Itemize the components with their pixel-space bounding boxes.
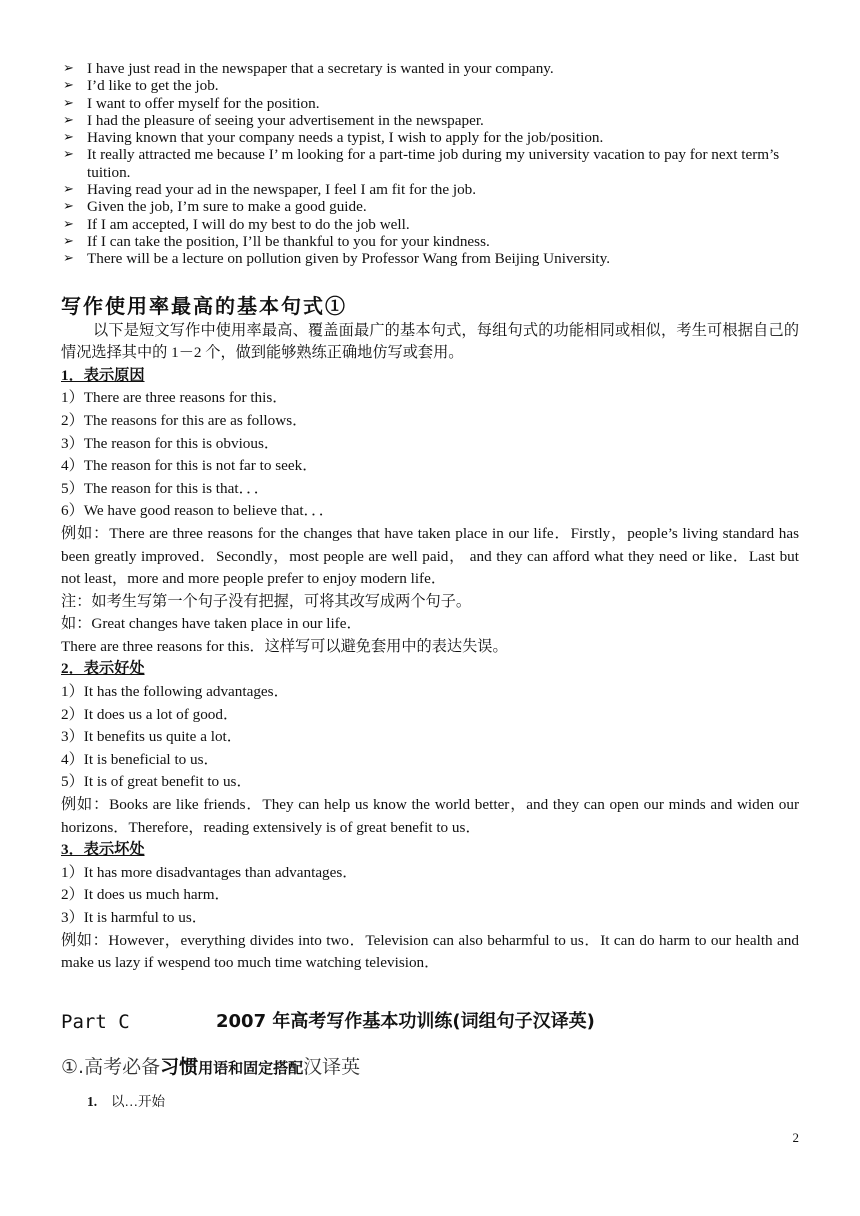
arrow-bullet-icon: ➢ (63, 78, 74, 94)
document-page (61, 60, 799, 1112)
bullet-item: ➢ It really attracted me because I’ m looking for a part-time job during my university vacation to pay for next term’s tuition. (63, 146, 780, 181)
note-example: 如：Great changes have taken place in our life． (61, 615, 362, 633)
part-c-label: Part C (61, 1010, 130, 1033)
section-title-advantages: 2．表示好处 (61, 660, 145, 678)
sentence-pattern: 2）It does us much harm． (61, 886, 230, 904)
example-paragraph: 例如：There are three reasons for the changes that have taken place in our life．Firstly，people’s living standard has been greatly improved．Secondly，most people are well paid， and they can afford what they need or like．Last but not least，more and more people prefer to enjoy modern life． (61, 524, 799, 588)
bullet-item: ➢ If I am accepted, I will do my best to do the job well. (63, 215, 410, 233)
bullet-item: ➢ Given the job, I’m sure to make a good guide. (63, 198, 367, 216)
circled-number-icon: ① (61, 1055, 79, 1078)
sentence-pattern: 1）There are three reasons for this． (61, 389, 288, 407)
note-text: 注：如考生写第一个句子没有把握，可将其改写成两个句子。 (61, 592, 472, 610)
example-paragraph: 例如：Books are like friends．They can help us know the world better，and they can open our minds and widen our horizons．Therefore，reading extensively is of great benefit to us． (61, 796, 799, 836)
bullet-item: ➢ I want to offer myself for the position. (63, 94, 320, 112)
section-title-reasons: 1．表示原因 (61, 366, 145, 384)
intro-paragraph: 以下是短文写作中使用率最高、覆盖面最广的基本句式，每组句式的功能相同或相似，考生可根据自己的情况选择其中的 1－2 个，做到能够熟练正确地仿写或套用。 (61, 321, 799, 362)
arrow-bullet-icon: ➢ (63, 130, 74, 146)
section-heading: 写作使用率最高的基本句式① (61, 293, 347, 318)
arrow-bullet-icon: ➢ (63, 61, 74, 76)
note-example: There are three reasons for this．这样写可以避免套用中的表达失误。 (61, 637, 508, 655)
sentence-pattern: 4）It is beneficial to us． (61, 750, 219, 768)
arrow-bullet-icon: ➢ (63, 112, 74, 128)
part-c-title: 2007 年高考写作基本功训练(词组句子汉译英) (216, 1010, 595, 1032)
sentence-pattern: 2）It does us a lot of good． (61, 705, 239, 723)
page-number: 2 (792, 1130, 799, 1145)
part-c-heading (61, 1007, 799, 1037)
arrow-bullet-icon: ➢ (63, 147, 74, 163)
sentence-pattern: 5）The reason for this is that．．． (61, 479, 269, 497)
sentence-pattern: 2）The reasons for this are as follows． (61, 411, 308, 429)
arrow-bullet-icon: ➢ (63, 251, 74, 267)
sentence-pattern: 3）The reason for this is obvious． (61, 434, 280, 452)
example-paragraph: 例如：However，everything divides into two．Television can also beharmful to us．It can do harm to our health and make us lazy if wespend too much time watching television． (61, 931, 799, 972)
bullet-item: ➢ Having read your ad in the newspaper, I feel I am fit for the job. (63, 181, 477, 199)
bullet-list (61, 60, 799, 268)
sentence-pattern: 6）We have good reason to believe that．．． (61, 502, 334, 520)
section-title-disadvantages: 3．表示坏处 (61, 841, 145, 859)
arrow-bullet-icon: ➢ (63, 182, 74, 198)
sentence-pattern: 3）It benefits us quite a lot． (61, 728, 242, 746)
sentence-pattern: 5）It is of great benefit to us． (61, 773, 252, 791)
list-item: 1. 以…开始 (87, 1093, 165, 1109)
sentence-pattern: 3）It is harmful to us． (61, 909, 207, 926)
bullet-item: ➢ I’d like to get the job. (63, 77, 219, 95)
bullet-item: ➢ Having known that your company needs a typist, I wish to apply for the job/position. (63, 129, 604, 147)
arrow-bullet-icon: ➢ (63, 95, 74, 111)
sentence-pattern: 4）The reason for this is not far to seek． (61, 457, 318, 475)
bullet-item: ➢ I had the pleasure of seeing your advertisement in the newspaper. (63, 111, 484, 129)
arrow-bullet-icon: ➢ (63, 199, 74, 215)
subheading: ①.高考必备习惯用语和固定搭配汉译英 (61, 1055, 361, 1078)
bullet-item: ➢ I have just read in the newspaper that a secretary is wanted in your company. (63, 60, 554, 77)
sentence-pattern: 1）It has the following advantages． (61, 683, 289, 701)
bullet-item: ➢ There will be a lecture on pollution given by Professor Wang from Beijing University. (63, 250, 611, 268)
bullet-item: ➢ If I can take the position, I’ll be thankful to you for your kindness. (63, 232, 490, 250)
arrow-bullet-icon: ➢ (63, 216, 74, 232)
arrow-bullet-icon: ➢ (63, 233, 74, 249)
sentence-pattern: 1）It has more disadvantages than advantages． (61, 863, 358, 881)
